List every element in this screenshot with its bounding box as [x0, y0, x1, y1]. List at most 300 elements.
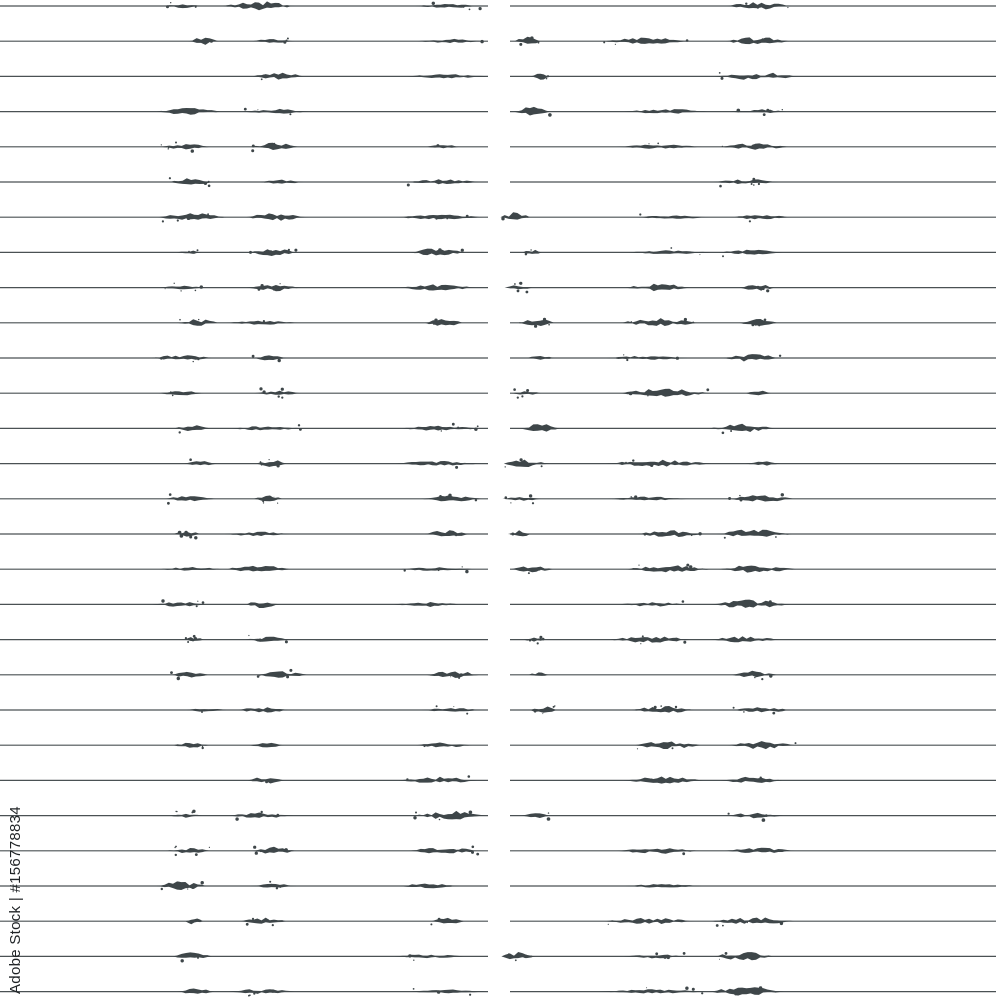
- brush-stroke-blob: [709, 600, 790, 608]
- brush-speckle: [517, 397, 519, 399]
- brush-speckle: [263, 502, 264, 503]
- brush-speckle: [670, 778, 672, 780]
- brush-speckle: [209, 847, 210, 848]
- brush-stroke-blob: [722, 143, 789, 149]
- brush-speckle: [263, 75, 266, 78]
- brush-stroke-blob: [173, 743, 210, 748]
- brush-stroke-blob: [152, 602, 206, 607]
- brush-speckle: [249, 251, 252, 254]
- brush-speckle: [189, 458, 192, 461]
- brush-speckle: [289, 113, 291, 115]
- brush-stroke-blob: [710, 636, 779, 642]
- brush-speckle: [753, 184, 755, 186]
- brush-speckle: [284, 848, 288, 852]
- brush-speckle: [178, 531, 182, 535]
- brush-speckle: [174, 847, 175, 848]
- brush-speckle: [188, 251, 190, 253]
- brush-speckle: [548, 324, 550, 326]
- brush-speckle: [443, 499, 445, 501]
- brush-speckle: [541, 465, 543, 467]
- brush-speckle: [161, 888, 163, 890]
- brush-speckle: [197, 249, 199, 251]
- brush-stroke-blob: [253, 73, 304, 80]
- brush-speckle: [546, 78, 547, 79]
- brush-speckle: [642, 635, 644, 637]
- brush-stroke-blob: [616, 145, 703, 149]
- brush-speckle: [654, 706, 657, 709]
- brush-speckle: [615, 44, 616, 45]
- brush-speckle: [448, 494, 451, 497]
- brush-stroke-blob: [715, 73, 798, 80]
- brush-speckle: [747, 922, 748, 923]
- brush-speckle: [670, 247, 672, 249]
- brush-speckle: [769, 674, 772, 677]
- brush-stroke-blob: [173, 952, 212, 958]
- brush-speckle: [541, 674, 542, 675]
- brush-speckle: [269, 321, 270, 322]
- brush-speckle: [660, 705, 662, 707]
- brush-speckle: [170, 391, 172, 393]
- brush-speckle: [548, 113, 552, 117]
- brush-speckle: [722, 925, 724, 927]
- brush-speckle: [739, 145, 741, 147]
- brush-speckle: [460, 673, 462, 675]
- brush-stroke-blob: [232, 426, 304, 430]
- brush-speckle: [271, 989, 274, 992]
- brush-speckle: [682, 600, 685, 603]
- brush-speckle: [194, 536, 197, 539]
- brush-stroke-blob: [402, 426, 478, 431]
- brush-speckle: [168, 148, 169, 149]
- brush-speckle: [413, 988, 415, 990]
- brush-speckle: [638, 565, 639, 566]
- brush-speckle: [461, 249, 464, 252]
- brush-stroke-blob: [252, 847, 296, 854]
- brush-stroke-blob: [514, 37, 540, 44]
- brush-speckle: [436, 144, 439, 147]
- brush-speckle: [277, 465, 279, 467]
- brush-speckle: [534, 710, 537, 713]
- brush-speckle: [547, 75, 549, 77]
- brush-stroke-blob: [624, 109, 707, 114]
- brush-speckle: [259, 387, 262, 390]
- brush-speckle: [169, 493, 172, 496]
- brush-stroke-blob: [157, 108, 220, 115]
- brush-speckle: [439, 495, 442, 498]
- brush-stroke-blob: [225, 532, 290, 536]
- brush-speckle: [198, 319, 199, 320]
- brush-stroke-blob: [500, 212, 530, 219]
- brush-speckle: [775, 536, 777, 538]
- brush-stroke-blob: [632, 706, 694, 713]
- brush-stroke-blob: [638, 530, 703, 537]
- brush-speckle: [180, 534, 184, 538]
- brush-stroke-blob: [174, 425, 210, 431]
- brush-stroke-blob: [395, 955, 464, 959]
- brush-speckle: [716, 924, 719, 927]
- brush-speckle: [278, 395, 280, 397]
- brush-speckle: [656, 41, 658, 43]
- brush-speckle: [706, 388, 709, 391]
- brush-speckle: [721, 77, 724, 80]
- brush-speckle: [187, 216, 191, 220]
- brush-speckle: [519, 43, 522, 46]
- brush-speckle: [758, 324, 760, 326]
- brush-stroke-blob: [159, 567, 222, 571]
- brush-speckle: [162, 220, 164, 222]
- brush-speckle: [724, 537, 726, 539]
- brush-speckle: [539, 636, 542, 639]
- brush-stroke-blob: [604, 38, 690, 44]
- brush-speckle: [757, 286, 759, 288]
- brush-speckle: [276, 887, 278, 889]
- brush-stroke-blob: [717, 530, 792, 537]
- brush-speckle: [450, 530, 451, 531]
- brush-speckle: [170, 2, 171, 3]
- brush-speckle: [469, 811, 473, 815]
- brush-stroke-blob: [625, 884, 702, 887]
- brush-stroke-blob: [508, 530, 530, 536]
- brush-speckle: [608, 924, 609, 925]
- brush-stroke-blob: [252, 39, 295, 43]
- brush-speckle: [184, 531, 187, 534]
- brush-stroke-blob: [626, 284, 690, 291]
- brush-speckle: [684, 534, 685, 535]
- brush-speckle: [258, 288, 261, 291]
- brush-speckle: [429, 815, 430, 816]
- brush-speckle: [450, 676, 451, 677]
- brush-speckle: [511, 533, 514, 536]
- brush-speckle: [515, 959, 517, 961]
- brush-stroke-blob: [745, 461, 780, 465]
- brush-speckle: [686, 39, 689, 42]
- brush-speckle: [160, 358, 162, 360]
- brush-stroke-blob: [725, 848, 795, 853]
- brush-stroke-blob: [246, 637, 290, 642]
- brush-speckle: [457, 427, 459, 429]
- brush-speckle: [264, 497, 266, 499]
- brush-speckle: [684, 318, 687, 321]
- brush-speckle: [457, 850, 458, 851]
- brush-stroke-blob: [408, 848, 478, 853]
- brush-speckle: [722, 255, 724, 257]
- brush-speckle: [424, 745, 426, 747]
- brush-speckle: [185, 672, 187, 674]
- brush-speckle: [462, 5, 465, 8]
- brush-stroke-blob: [624, 777, 704, 784]
- brush-speckle: [625, 462, 627, 464]
- brush-stroke-blob: [254, 391, 302, 395]
- brush-speckle: [256, 991, 259, 994]
- brush-stroke-blob: [408, 74, 488, 78]
- brush-stroke-blob: [411, 990, 487, 994]
- brush-speckle: [477, 425, 479, 427]
- brush-speckle: [197, 601, 198, 602]
- brush-speckle: [529, 494, 532, 497]
- brush-stroke-blob: [607, 497, 690, 501]
- brush-speckle: [547, 817, 551, 821]
- brush-speckle: [261, 811, 263, 813]
- brush-stroke-blob: [620, 389, 711, 397]
- brush-speckle: [698, 532, 701, 535]
- brush-speckle: [248, 995, 250, 997]
- brush-speckle: [287, 38, 289, 40]
- brush-stroke-blob: [731, 215, 791, 219]
- brush-speckle: [517, 956, 518, 957]
- brush-speckle: [479, 7, 482, 10]
- brush-stroke-blob: [721, 777, 783, 783]
- brush-stroke-blob: [740, 285, 775, 291]
- brush-speckle: [288, 249, 290, 251]
- brush-speckle: [683, 952, 686, 955]
- brush-speckle: [432, 2, 435, 5]
- brush-speckle: [283, 42, 285, 44]
- brush-speckle: [210, 40, 213, 43]
- brush-stroke-blob: [399, 567, 476, 571]
- brush-speckle: [474, 428, 477, 431]
- brush-speckle: [462, 566, 463, 567]
- brush-stroke-blob: [527, 356, 554, 360]
- brush-speckle: [161, 144, 162, 145]
- brush-speckle: [214, 322, 215, 323]
- brush-speckle: [175, 854, 177, 856]
- brush-speckle: [762, 38, 763, 39]
- brush-stroke-blob: [629, 250, 711, 254]
- brush-stroke-blob: [166, 848, 211, 853]
- brush-stroke-blob: [728, 741, 796, 749]
- brush-stroke-blob: [254, 496, 283, 502]
- brush-speckle: [657, 143, 659, 145]
- brush-speckle: [631, 321, 633, 323]
- brush-speckle: [246, 923, 249, 926]
- brush-speckle: [273, 288, 276, 291]
- brush-speckle: [505, 496, 508, 499]
- brush-speckle: [195, 6, 197, 8]
- brush-speckle: [278, 359, 281, 362]
- brush-speckle: [281, 388, 284, 391]
- brush-speckle: [469, 994, 471, 996]
- brush-speckle: [436, 705, 438, 707]
- brush-stroke-blob: [400, 284, 476, 290]
- brush-stroke-blob: [616, 848, 699, 854]
- brush-stroke-blob: [399, 884, 459, 889]
- brush-speckle: [274, 497, 275, 498]
- brush-speckle: [526, 389, 529, 392]
- brush-speckle: [603, 41, 605, 43]
- brush-speckle: [644, 533, 647, 536]
- brush-speckle: [505, 466, 506, 467]
- brush-speckle: [554, 705, 555, 706]
- brush-speckle: [740, 499, 743, 502]
- brush-speckle: [261, 464, 263, 466]
- brush-speckle: [285, 640, 288, 643]
- brush-speckle: [469, 9, 471, 11]
- brush-speckle: [527, 217, 528, 218]
- brush-speckle: [269, 881, 271, 883]
- brush-stroke-blob: [512, 391, 541, 394]
- brush-speckle: [501, 217, 504, 220]
- brush-speckle: [201, 881, 204, 884]
- brush-stroke-blob: [505, 285, 533, 289]
- brush-speckle: [198, 955, 201, 958]
- brush-speckle: [508, 953, 510, 955]
- brush-stroke-blob: [396, 215, 484, 219]
- brush-speckle: [408, 954, 411, 957]
- brush-speckle: [745, 3, 747, 5]
- brush-speckle: [167, 502, 170, 505]
- brush-speckle: [244, 108, 247, 111]
- brush-speckle: [755, 497, 756, 498]
- brush-speckle: [541, 320, 542, 321]
- brush-speckle: [195, 853, 198, 856]
- brush-speckle: [252, 355, 255, 358]
- brush-speckle: [547, 815, 548, 816]
- brush-speckle: [530, 956, 532, 958]
- brush-speckle: [187, 641, 189, 643]
- brush-speckle: [407, 184, 410, 187]
- brush-speckle: [530, 36, 533, 39]
- brush-speckle: [719, 185, 722, 188]
- brush-speckle: [648, 143, 649, 144]
- brush-speckle: [252, 145, 255, 148]
- brush-speckle: [189, 536, 192, 539]
- brush-speckle: [269, 250, 273, 254]
- brush-stroke-blob: [257, 671, 308, 677]
- brush-stroke-blob: [238, 707, 288, 712]
- brush-speckle: [762, 818, 766, 822]
- brush-speckle: [760, 777, 762, 779]
- brush-stroke-blob: [249, 743, 284, 748]
- brush-speckle: [519, 463, 521, 465]
- brush-stroke-blob: [188, 38, 219, 45]
- brush-speckle: [757, 7, 759, 9]
- brush-speckle: [475, 499, 477, 501]
- brush-speckle: [782, 109, 783, 110]
- brush-speckle: [177, 219, 179, 221]
- brush-speckle: [251, 149, 254, 152]
- stock-watermark-id: Adobe Stock | #156778834: [7, 806, 24, 994]
- brush-stroke-blob: [158, 213, 226, 220]
- brush-speckle: [532, 502, 534, 504]
- brush-speckle: [438, 569, 440, 571]
- brush-stroke-blob: [165, 496, 216, 501]
- brush-speckle: [650, 464, 653, 467]
- brush-stroke-blob: [624, 955, 685, 959]
- brush-speckle: [545, 77, 546, 78]
- brush-speckle: [166, 5, 169, 8]
- brush-speckle: [640, 643, 641, 644]
- brush-speckle: [187, 888, 188, 889]
- brush-speckle: [413, 960, 414, 961]
- brush-stroke-blob: [724, 354, 781, 361]
- brush-speckle: [257, 109, 258, 110]
- brush-speckle: [476, 853, 479, 856]
- brush-speckle: [434, 319, 437, 322]
- brush-speckle: [415, 812, 417, 814]
- brush-speckle: [662, 463, 665, 466]
- brush-speckle: [779, 355, 781, 357]
- brush-stroke-blob: [417, 39, 483, 43]
- brush-speckle: [632, 459, 634, 461]
- brush-speckle: [647, 395, 648, 396]
- brush-stroke-blob: [426, 672, 480, 678]
- brush-speckle: [201, 956, 203, 958]
- brush-speckle: [513, 388, 516, 391]
- brush-speckle: [177, 882, 180, 885]
- brush-speckle: [465, 570, 468, 573]
- brush-speckle: [730, 430, 732, 432]
- brush-stroke-blob: [223, 1, 295, 10]
- brush-speckle: [764, 319, 767, 322]
- brush-stroke-blob: [421, 708, 481, 712]
- brush-speckle: [725, 952, 728, 955]
- brush-speckle: [751, 323, 754, 326]
- brush-speckle: [743, 711, 745, 713]
- brush-speckle: [542, 638, 545, 641]
- brush-speckle: [289, 669, 292, 672]
- brush-speckle: [520, 458, 523, 461]
- brush-speckle: [406, 778, 408, 780]
- brush-speckle: [699, 254, 700, 255]
- brush-speckle: [719, 959, 720, 960]
- brush-speckle: [548, 812, 549, 813]
- brush-speckle: [177, 677, 180, 680]
- brush-speckle: [763, 113, 766, 116]
- brush-speckle: [261, 78, 263, 80]
- brush-speckle: [653, 568, 655, 570]
- brush-stroke-blob: [713, 179, 778, 184]
- brush-stroke-blob: [406, 179, 478, 184]
- brush-speckle: [202, 746, 203, 747]
- brush-speckle: [161, 599, 164, 602]
- brush-speckle: [194, 252, 196, 254]
- brush-speckle: [466, 215, 469, 218]
- brush-speckle: [265, 780, 268, 783]
- brush-speckle: [739, 495, 740, 496]
- brush-speckle: [538, 42, 540, 44]
- brush-stroke-blob: [725, 37, 789, 44]
- brush-speckle: [728, 813, 730, 815]
- brush-speckle: [646, 987, 647, 988]
- brush-speckle: [181, 959, 184, 962]
- brush-speckle: [692, 322, 694, 324]
- brush-speckle: [761, 678, 763, 680]
- brush-stroke-blob: [636, 216, 710, 219]
- brush-speckle: [787, 7, 788, 8]
- brush-speckle: [766, 289, 769, 292]
- brush-speckle: [626, 359, 628, 361]
- brush-stroke-blob: [431, 918, 464, 924]
- brush-speckle: [734, 992, 737, 995]
- brush-speckle: [430, 923, 432, 925]
- brush-speckle: [202, 601, 205, 604]
- brush-speckle: [180, 290, 181, 291]
- brush-speckle: [737, 109, 741, 113]
- brush-speckle: [675, 638, 678, 641]
- brush-speckle: [676, 357, 679, 360]
- brush-stroke-blob: [177, 989, 215, 994]
- brush-speckle: [780, 922, 783, 925]
- brush-stroke-blob: [520, 424, 560, 431]
- brush-stroke-blob: [158, 391, 204, 395]
- brush-stroke-blob: [728, 813, 783, 818]
- brush-speckle: [197, 358, 199, 360]
- brush-stroke-blob: [514, 107, 550, 116]
- brush-speckle: [248, 635, 249, 636]
- brush-speckle: [701, 992, 703, 994]
- brush-speckle: [286, 675, 289, 678]
- brush-speckle: [472, 846, 475, 849]
